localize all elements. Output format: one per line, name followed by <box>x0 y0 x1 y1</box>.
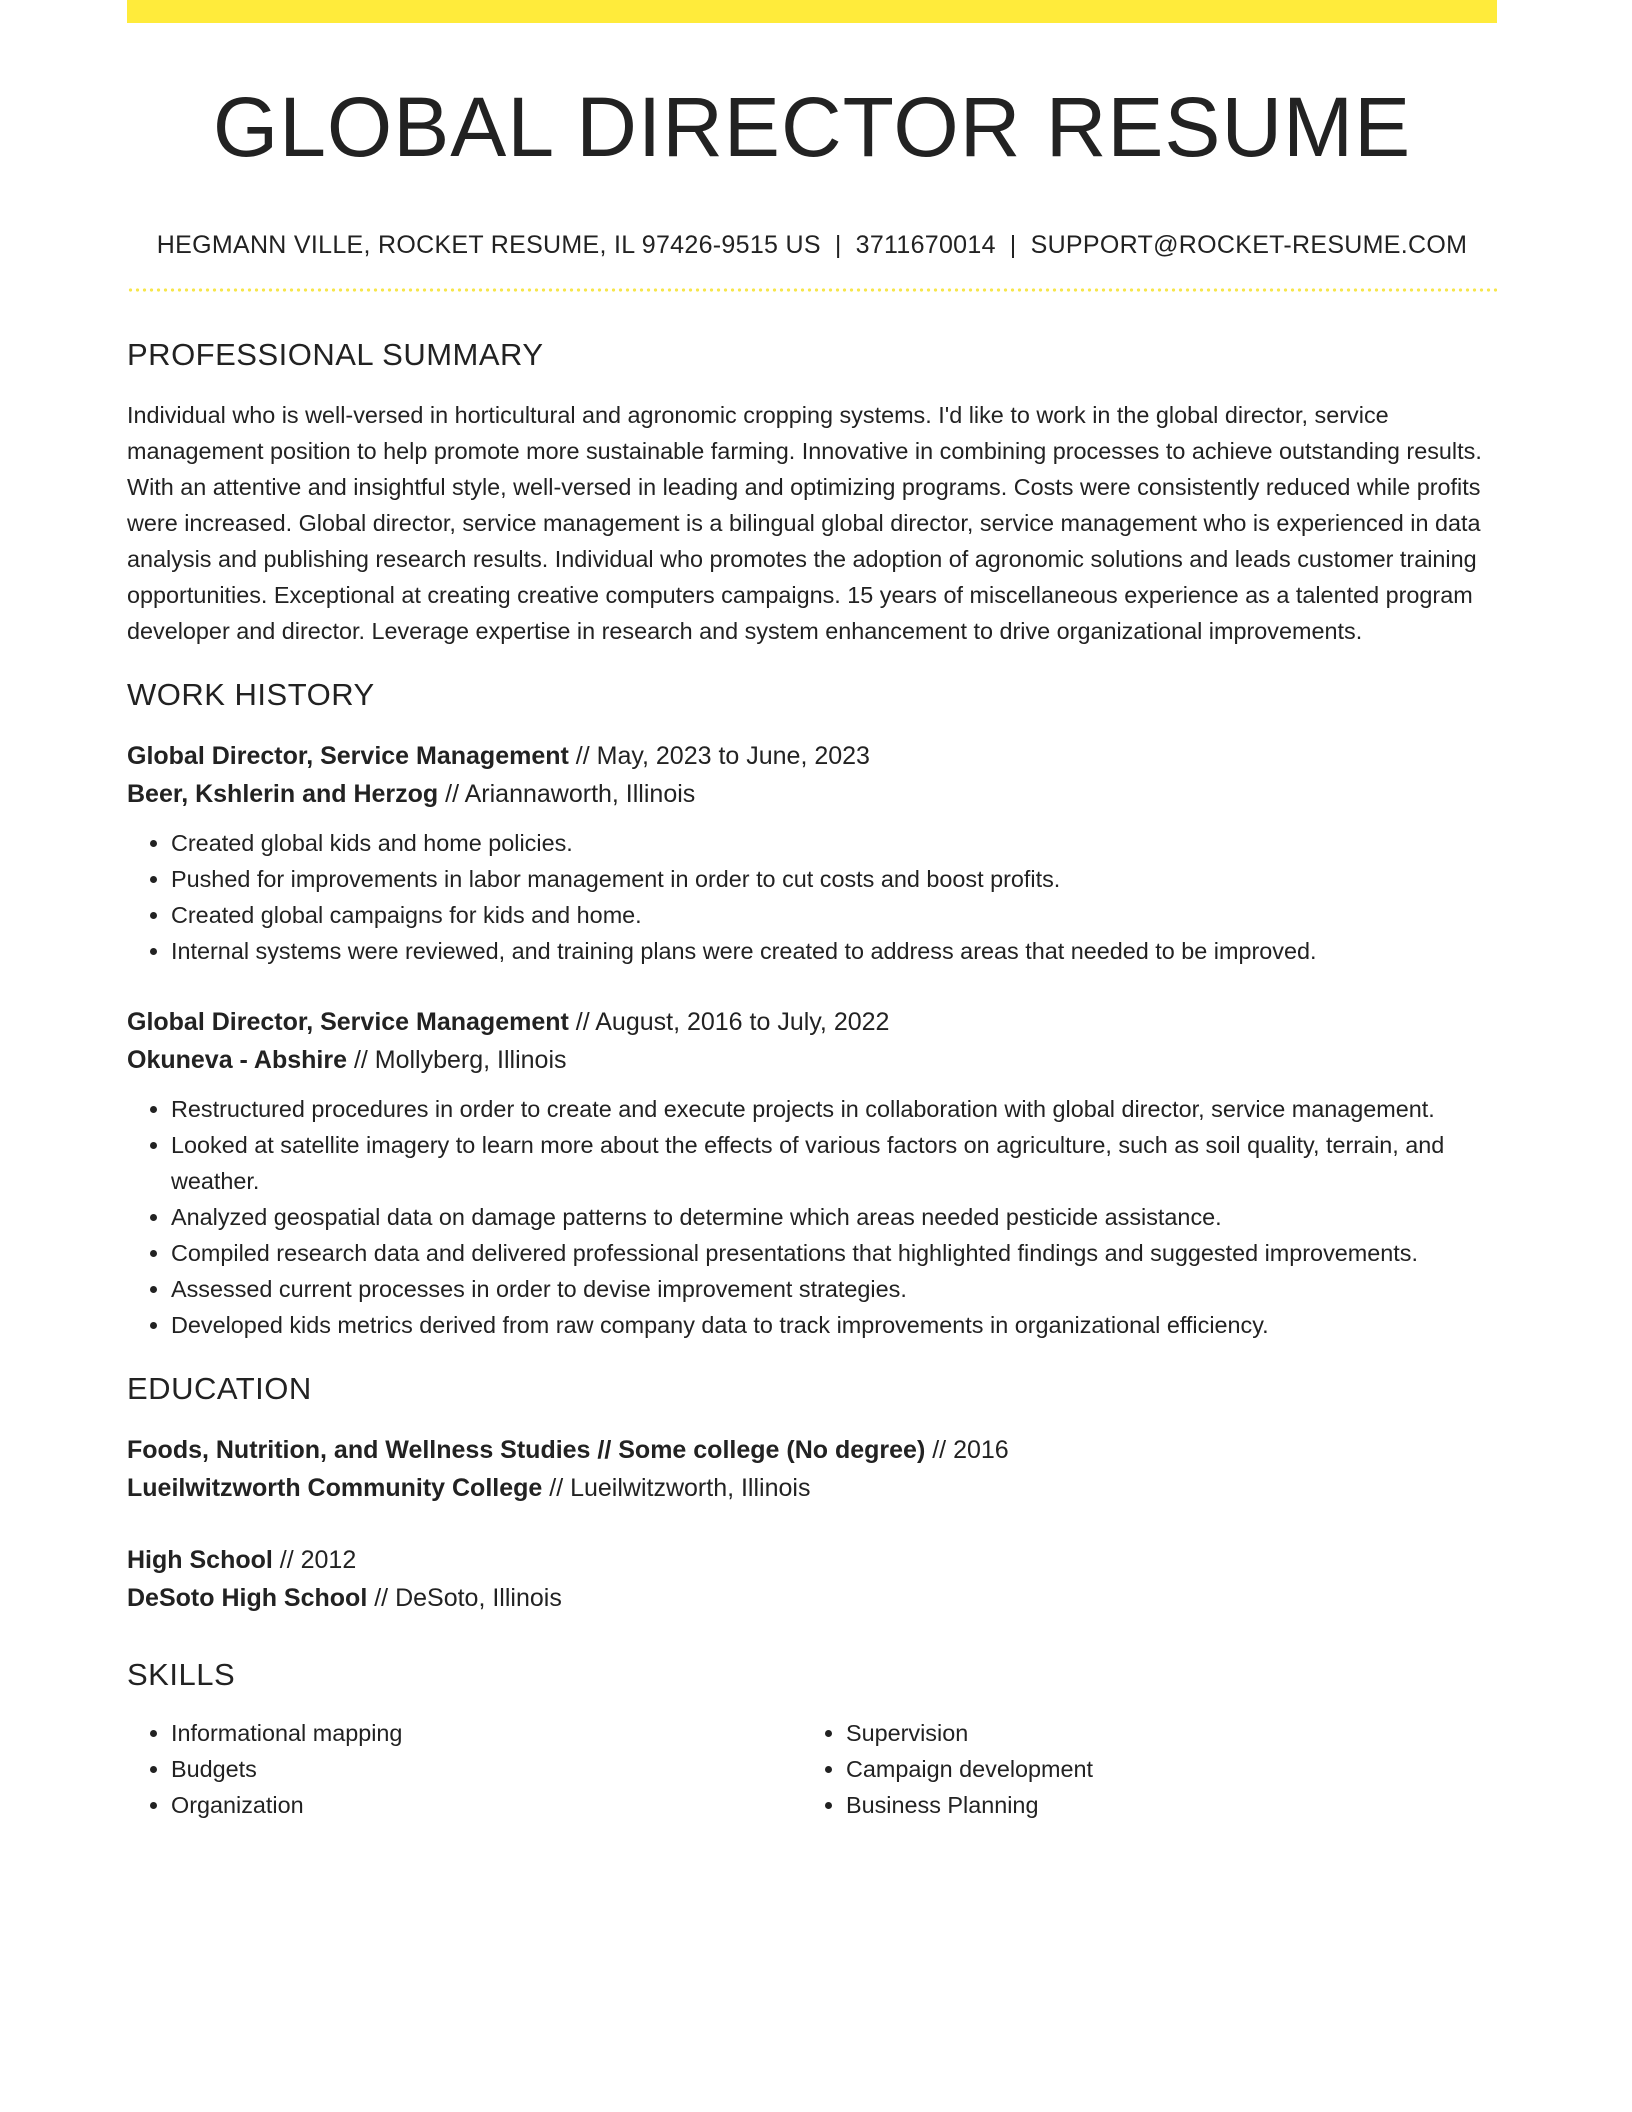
education-school-line <box>127 1469 1497 1507</box>
education-year: // 2016 <box>932 1436 1009 1464</box>
skill-item: • Informational mapping <box>171 1715 802 1751</box>
job-dates: // May, 2023 to June, 2023 <box>575 742 870 770</box>
skills-column-left <box>127 1715 802 1823</box>
skills-column-right <box>802 1715 1477 1823</box>
work-history-heading: WORK HISTORY <box>127 677 375 712</box>
skills-heading: SKILLS <box>127 1657 236 1692</box>
job-bullet: • Compiled research data and delivered professional presentations that highlighted findings and suggested improvements. <box>171 1235 1497 1271</box>
skills-grid <box>127 1715 1497 1823</box>
job-bullet: • Assessed current processes in order to devise improvement strategies. <box>171 1271 1497 1307</box>
contact-phone: 3711670014 <box>855 231 996 259</box>
education-school: DeSoto High School <box>127 1584 368 1612</box>
skill-item: • Supervision <box>846 1715 1477 1751</box>
contact-line <box>127 231 1497 260</box>
summary-text: Individual who is well-versed in horticultural and agronomic cropping systems. I'd like to work in the global director, service management position to help promote more sustainable farming. Innovative in combining processes to achieve outstanding results. With an attentive and insightful style, well-versed in leading and optimizing programs. Costs were consistently reduced while profits were increased. Global director, service management is a bilingual global director, service management who is experienced in data analysis and publishing research results. Individual who promotes the adoption of agronomic solutions and leads customer training opportunities. Exceptional at creating creative computers campaigns. 15 years of miscellaneous experience as a talented program developer and director. Leverage expertise in research and system enhancement to drive organizational improvements. <box>127 402 1482 644</box>
job-bullets <box>127 1091 1497 1343</box>
job-location: // Mollyberg, Illinois <box>353 1046 567 1074</box>
education-heading: EDUCATION <box>127 1371 312 1406</box>
job-dates: // August, 2016 to July, 2022 <box>575 1008 890 1036</box>
job-bullet: • Pushed for improvements in labor management in order to cut costs and boost profits. <box>171 861 1497 897</box>
job-bullets <box>127 825 1497 969</box>
job-bullet: • Looked at satellite imagery to learn more about the effects of various factors on agriculture, such as soil quality, terrain, and weather. <box>171 1127 1497 1199</box>
job-company: Okuneva - Abshire <box>127 1046 347 1074</box>
education-school: Lueilwitzworth Community College <box>127 1474 543 1502</box>
job-bullet: • Internal systems were reviewed, and training plans were created to address areas that needed to be improved. <box>171 933 1497 969</box>
education-year: // 2012 <box>279 1546 357 1574</box>
job-company-line <box>127 1041 1497 1079</box>
education-location: // DeSoto, Illinois <box>374 1584 562 1612</box>
skills-list <box>127 1715 802 1823</box>
contact-separator: | <box>834 231 842 259</box>
education-degree: Foods, Nutrition, and Wellness Studies // Some college (No degree) <box>127 1436 926 1464</box>
education-school-line <box>127 1579 1497 1617</box>
job-title-line <box>127 1003 1497 1041</box>
job-bullet: • Restructured procedures in order to create and execute projects in collaboration with global director, service management. <box>171 1091 1497 1127</box>
job-entry <box>127 1003 1497 1343</box>
contact-address: HEGMANN VILLE, ROCKET RESUME, IL 97426-9515 US <box>156 231 821 259</box>
education-entry <box>127 1541 1497 1617</box>
job-location: // Ariannaworth, Illinois <box>445 780 696 808</box>
summary-heading: PROFESSIONAL SUMMARY <box>127 337 544 372</box>
job-bullet: • Created global campaigns for kids and home. <box>171 897 1497 933</box>
skill-item: • Campaign development <box>846 1751 1477 1787</box>
resume-title: GLOBAL DIRECTOR RESUME <box>212 80 1412 174</box>
dotted-divider <box>127 288 1497 292</box>
skill-item: • Business Planning <box>846 1787 1477 1823</box>
skills-list <box>802 1715 1477 1823</box>
education-location: // Lueilwitzworth, Illinois <box>549 1474 811 1502</box>
job-bullet: • Analyzed geospatial data on damage patterns to determine which areas needed pesticide assistance. <box>171 1199 1497 1235</box>
job-title: Global Director, Service Management <box>127 1008 569 1036</box>
job-title-line <box>127 737 1497 775</box>
contact-email: SUPPORT@ROCKET-RESUME.COM <box>1030 231 1468 259</box>
resume-page <box>127 0 1497 1823</box>
job-company-line <box>127 775 1497 813</box>
skill-item: • Organization <box>171 1787 802 1823</box>
contact-separator: | <box>1009 231 1017 259</box>
job-title: Global Director, Service Management <box>127 742 569 770</box>
education-degree-line <box>127 1541 1497 1579</box>
education-degree: High School <box>127 1546 273 1574</box>
skill-item: • Budgets <box>171 1751 802 1787</box>
education-degree-line <box>127 1431 1497 1469</box>
job-entry <box>127 737 1497 969</box>
job-company: Beer, Kshlerin and Herzog <box>127 780 439 808</box>
job-bullet: • Created global kids and home policies. <box>171 825 1497 861</box>
accent-top-bar <box>127 0 1497 23</box>
job-bullet: • Developed kids metrics derived from raw company data to track improvements in organizational efficiency. <box>171 1307 1497 1343</box>
education-entry <box>127 1431 1497 1507</box>
